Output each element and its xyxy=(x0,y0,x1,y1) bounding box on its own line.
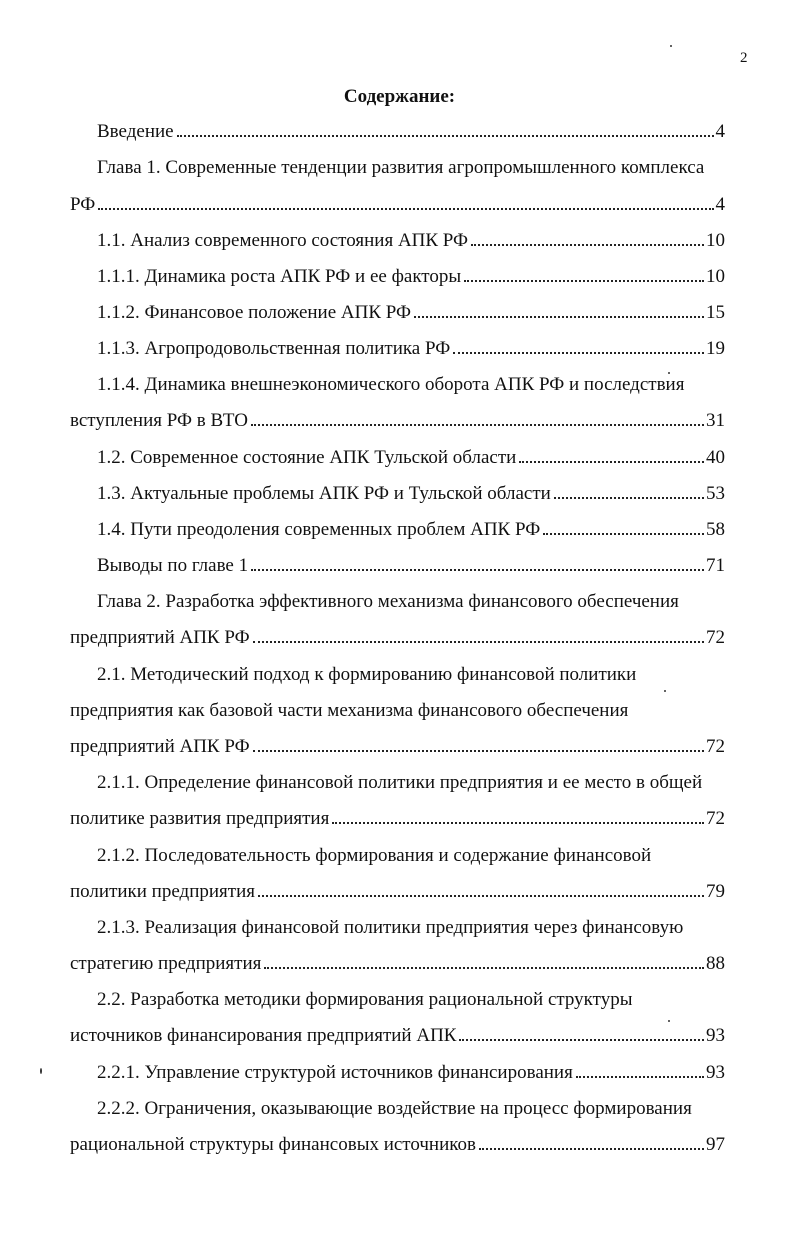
toc-label: 1.1.2. Финансовое положение АПК РФ xyxy=(97,302,412,323)
toc-page: 72 xyxy=(706,627,725,648)
toc-entry-1-1-1 xyxy=(97,265,725,289)
toc-page: 53 xyxy=(706,483,725,504)
scan-speck xyxy=(668,372,670,374)
toc-label: предприятий АПК РФ xyxy=(70,627,250,648)
dot-leader xyxy=(464,280,704,282)
toc-page: 31 xyxy=(706,410,725,431)
dot-leader xyxy=(332,822,704,824)
dot-leader xyxy=(251,569,704,571)
toc-label: 1.1. Анализ современного состояния АПК РФ xyxy=(97,230,469,251)
toc-entry-2-1-1 xyxy=(70,807,725,831)
page-number: 2 xyxy=(740,50,748,66)
toc-entry-conclusions-1 xyxy=(97,554,725,578)
dot-leader xyxy=(453,352,704,354)
toc-entry-2-1-1-line1: 2.1.1. Определение финансовой политики предприятия и ее место в общей xyxy=(97,772,703,793)
toc-label: рациональной структуры финансовых источников xyxy=(70,1134,476,1155)
toc-label: Выводы по главе 1 xyxy=(97,555,249,576)
toc-page: 58 xyxy=(706,519,725,540)
dot-leader xyxy=(253,750,704,752)
toc-label: 1.3. Актуальные проблемы АПК РФ и Тульской области xyxy=(97,483,551,504)
dot-leader xyxy=(98,208,713,210)
toc-entry-2-1-line2: предприятия как базовой части механизма финансового обеспечения xyxy=(70,700,629,721)
toc-label: политике развития предприятия xyxy=(70,808,330,829)
toc-label: 1.4. Пути преодоления современных проблем АПК РФ xyxy=(97,519,541,540)
toc-entry-2-1-3-line1: 2.1.3. Реализация финансовой политики предприятия через финансовую xyxy=(97,917,684,938)
toc-entry-ch2-line1: Глава 2. Разработка эффективного механизма финансового обеспечения xyxy=(97,591,679,612)
dot-leader xyxy=(471,244,704,246)
toc-page: 4 xyxy=(715,194,725,215)
page-title: Содержание: xyxy=(343,86,456,107)
toc-page: 71 xyxy=(706,555,725,576)
dot-leader xyxy=(253,641,704,643)
dot-leader xyxy=(264,967,704,969)
toc-entry-ch2 xyxy=(70,626,725,650)
dot-leader xyxy=(479,1148,704,1150)
toc-entry-ch1 xyxy=(70,193,725,217)
toc-page: 93 xyxy=(706,1025,725,1046)
toc-entry-2-2 xyxy=(70,1024,725,1048)
toc-page: 19 xyxy=(706,338,725,359)
toc-entry-2-2-2-line1: 2.2.2. Ограничения, оказывающие воздействие на процесс формирования xyxy=(97,1098,692,1119)
scan-speck xyxy=(40,1068,42,1074)
toc-label: стратегию предприятия xyxy=(70,953,262,974)
toc-entry-2-2-line1: 2.2. Разработка методики формирования рациональной структуры xyxy=(97,989,633,1010)
toc-page: 4 xyxy=(715,121,725,142)
toc-entry-1-1 xyxy=(97,229,725,253)
toc-label: вступления РФ в ВТО xyxy=(70,410,248,431)
toc-entry-2-2-1 xyxy=(97,1061,725,1085)
toc-page: 93 xyxy=(706,1062,725,1083)
toc-page: 10 xyxy=(706,230,725,251)
toc-page: 10 xyxy=(706,266,725,287)
toc-entry-1-1-4 xyxy=(70,409,725,433)
toc-page: 15 xyxy=(706,302,725,323)
scan-speck xyxy=(668,1020,670,1022)
toc-page: 72 xyxy=(706,808,725,829)
scan-speck xyxy=(664,690,666,692)
toc-page: 72 xyxy=(706,736,725,757)
dot-leader xyxy=(543,533,704,535)
dot-leader xyxy=(519,461,704,463)
toc-page: 79 xyxy=(706,881,725,902)
dot-leader xyxy=(414,316,704,318)
dot-leader xyxy=(554,497,704,499)
toc-label: политики предприятия xyxy=(70,881,255,902)
toc-label: 1.1.1. Динамика роста АПК РФ и ее факторы xyxy=(97,266,462,287)
toc-entry-2-1-2 xyxy=(70,880,725,904)
dot-leader xyxy=(459,1039,704,1041)
dot-leader xyxy=(258,895,704,897)
toc-label: РФ xyxy=(70,194,96,215)
toc-label: 1.2. Современное состояние АПК Тульской области xyxy=(97,447,517,468)
toc-entry-2-2-2 xyxy=(70,1133,725,1157)
toc-label: предприятий АПК РФ xyxy=(70,736,250,757)
toc-entry-2-1-2-line1: 2.1.2. Последовательность формирования и содержание финансовой xyxy=(97,845,652,866)
dot-leader xyxy=(251,424,704,426)
toc-label: 2.2.1. Управление структурой источников финансирования xyxy=(97,1062,573,1083)
toc-entry-1-1-4-line1: 1.1.4. Динамика внешнеэкономического оборота АПК РФ и последствия xyxy=(97,374,685,395)
toc-label: источников финансирования предприятий АПК xyxy=(70,1025,457,1046)
toc-entry-1-3 xyxy=(97,482,725,506)
toc-entry-ch1-line1: Глава 1. Современные тенденции развития агропромышленного комплекса xyxy=(97,157,705,178)
toc-entry-1-1-2 xyxy=(97,301,725,325)
toc-entry-2-1-line1: 2.1. Методический подход к формированию финансовой политики xyxy=(97,664,637,685)
toc-page: 40 xyxy=(706,447,725,468)
toc-label: 1.1.3. Агропродовольственная политика РФ xyxy=(97,338,451,359)
toc-entry-1-1-3 xyxy=(97,337,725,361)
toc-entry-1-2 xyxy=(97,446,725,470)
toc-entry-1-4 xyxy=(97,518,725,542)
toc-entry-intro xyxy=(97,120,725,144)
toc-entry-2-1 xyxy=(70,735,725,759)
dot-leader xyxy=(177,135,714,137)
dot-leader xyxy=(576,1076,704,1078)
toc-label: Введение xyxy=(97,121,174,142)
toc-entry-2-1-3 xyxy=(70,952,725,976)
toc-page: 97 xyxy=(706,1134,725,1155)
toc-page: 88 xyxy=(706,953,725,974)
scan-speck xyxy=(670,45,672,47)
